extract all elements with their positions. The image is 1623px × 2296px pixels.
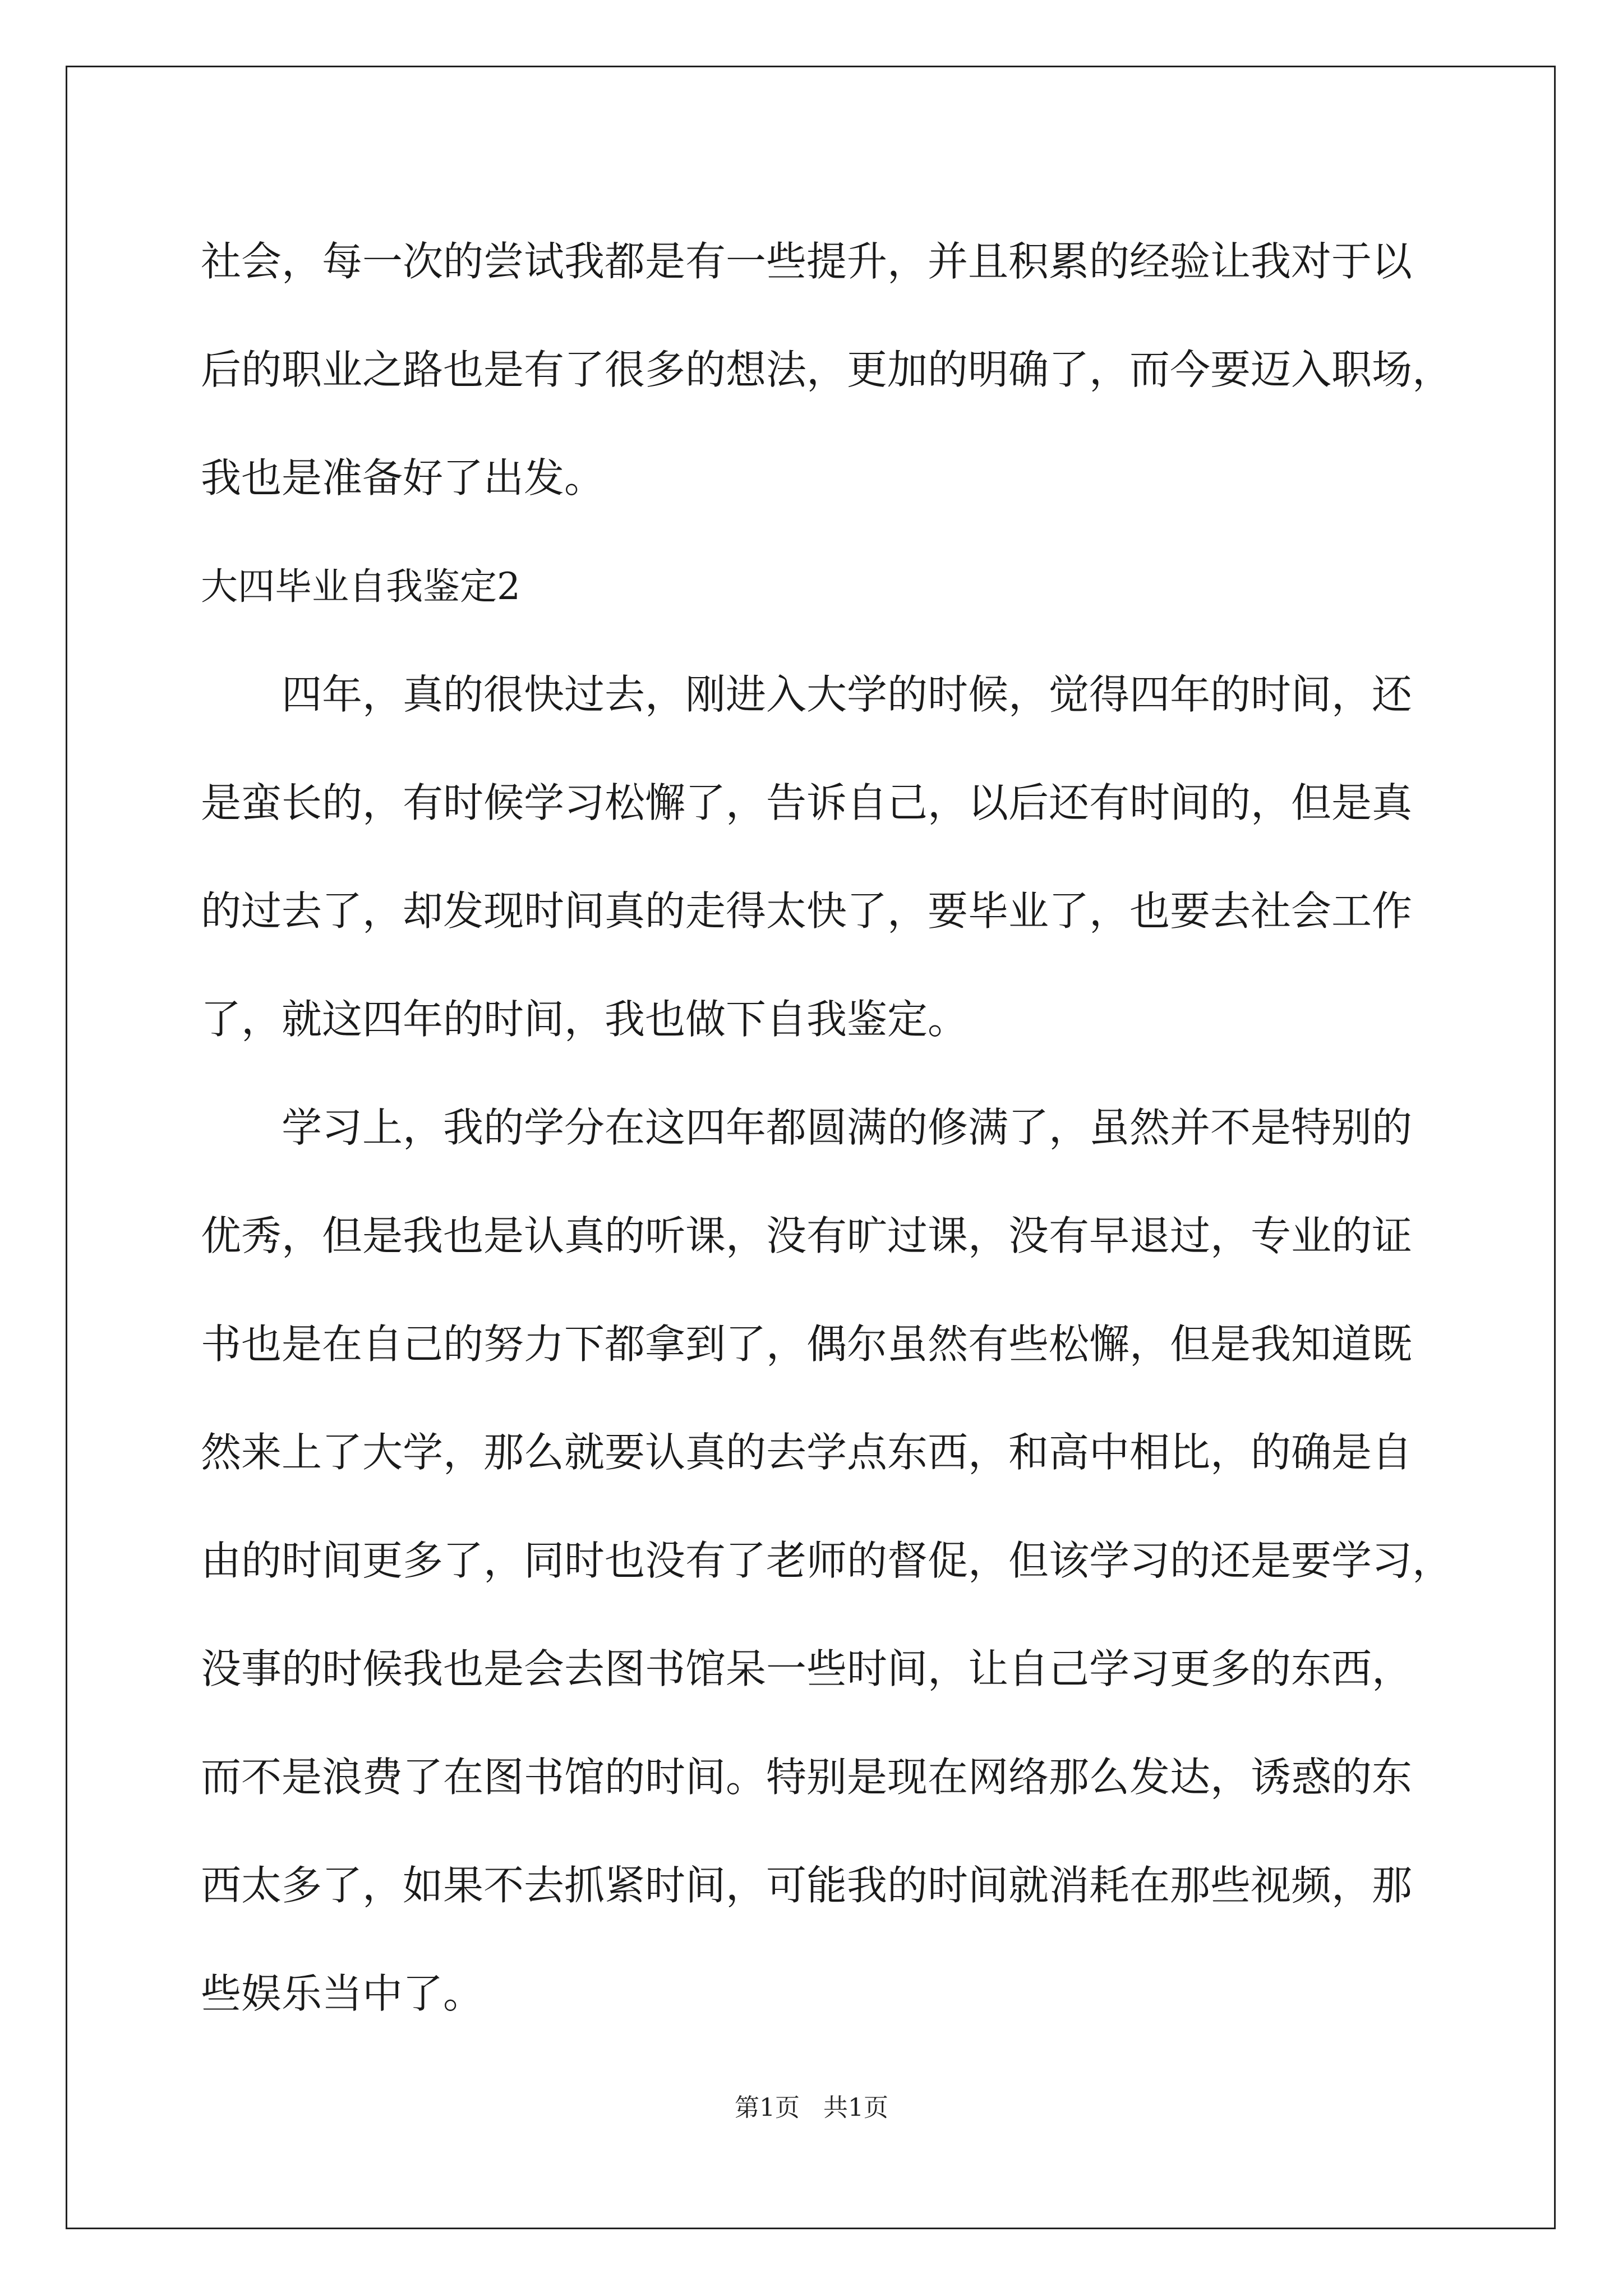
text-line: 四年，真的很快过去，刚进入大学的时候，觉得四年的时间，还 — [282, 671, 1413, 718]
section-title: 大四毕业自我鉴定2 — [201, 565, 520, 608]
page-footer — [0, 2091, 1623, 2125]
page-number-total: 共1页 — [823, 2093, 888, 2122]
text-line: 是蛮长的，有时候学习松懈了，告诉自己，以后还有时间的，但是真 — [201, 779, 1413, 826]
text-line: 书也是在自己的努力下都拿到了，偶尔虽然有些松懈，但是我知道既 — [201, 1320, 1413, 1368]
continuation-paragraph — [201, 208, 1453, 532]
page-number-current: 第1页 — [735, 2093, 800, 2122]
text-line: 后的职业之路也是有了很多的想法，更加的明确了，而今要迈入职场， — [201, 346, 1453, 393]
paragraph-2 — [201, 1074, 1453, 2048]
text-line: 西太多了，如果不去抓紧时间，可能我的时间就消耗在那些视频，那 — [201, 1862, 1413, 1909]
text-line: 了，就这四年的时间，我也做下自我鉴定。 — [201, 996, 969, 1043]
document-body — [201, 208, 1453, 2048]
text-line: 没事的时候我也是会去图书馆呆一些时间，让自己学习更多的东西， — [201, 1645, 1413, 1692]
text-line: 而不是浪费了在图书馆的时间。特别是现在网络那么发达，诱惑的东 — [201, 1754, 1413, 1801]
text-line: 由的时间更多了，同时也没有了老师的督促，但该学习的还是要学习， — [201, 1537, 1453, 1584]
text-line: 然来上了大学，那么就要认真的去学点东西，和高中相比，的确是自 — [201, 1429, 1413, 1476]
text-line: 优秀，但是我也是认真的听课，没有旷过课，没有早退过，专业的证 — [201, 1212, 1413, 1259]
text-line: 学习上，我的学分在这四年都圆满的修满了，虽然并不是特别的 — [282, 1104, 1413, 1151]
text-line: 的过去了，却发现时间真的走得太快了，要毕业了，也要去社会工作 — [201, 887, 1413, 935]
section-heading-wrap — [201, 532, 1435, 641]
text-line: 些娱乐当中了。 — [201, 1970, 484, 2017]
text-line: 社会，每一次的尝试我都是有一些提升，并且积累的经验让我对于以 — [201, 238, 1413, 285]
text-line: 我也是准备好了出发。 — [201, 454, 605, 501]
paragraph-1 — [201, 641, 1435, 1074]
